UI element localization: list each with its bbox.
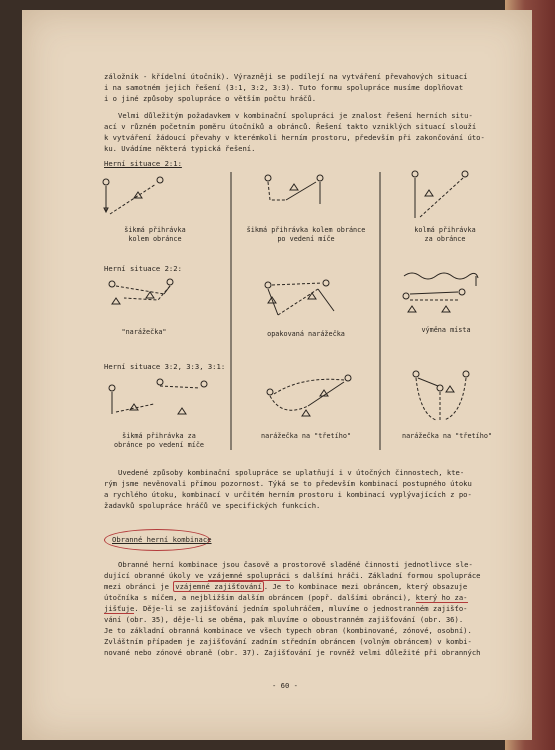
section-heading-3: Herní situace 3:2, 3:3, 3:1: [104,362,226,371]
para4-line-2: dující obranné úkoly ve vzájemné spolupráci s dalšími hráči. Základní formou spolupráce [104,571,481,580]
para3-line-3: a rychlého útoku, kombinací v určitém herním prostoru i kombinací vyplývajících z po- [104,490,472,499]
para4-line-5: jišťuje. Děje-li se zajišťování jedním spoluhráčem, mluvíme o jednostranném zajišťo- [104,604,468,613]
para4-line-7: Je to základní obranná kombinace ve všech typech obran (kombinované, zónové, osobní). [104,626,472,635]
para4-line-3: mezi obránci je vzájemné zajišťování . Je to kombinace mezi obráncem, který obsazuje [104,582,468,591]
para4-line-1: Obranné herní kombinace jsou časově a prostorově sladěné činnosti jednotlivce sle- [118,560,473,569]
caption-r2c1: "narážečka" [121,328,167,336]
caption-r1c3: kolmá přihrávka za obránce [414,226,476,243]
diagram-2-1-pass-after-dribble [258,170,338,220]
para4-line-9: nované nebo zónové obraně (obr. 37). Zajišťování je rovněž velmi důležité při obranných [104,648,481,657]
caption-r3c3: narážečka na "třetího" [401,432,493,440]
red-box-mutual-covering: vzájemné zajišťování [175,582,262,591]
heading-defensive-combinations: Obranné herní kombinace [112,535,212,544]
intro-line-1: záložník - křídelní útočník). Výrazněji se podílejí na vytváření převahových situací [104,72,468,81]
diagram-2-1-diagonal-pass [98,170,208,225]
page-number: - 60 - [272,681,298,690]
diagram-2-2-position-swap [400,270,490,320]
intro-line-2: i na samotném jejich řešení (3:1, 3:2, 3:3). Tuto formu spolupráce musíme doplňovat [104,83,464,92]
caption-r3c1: šikmá přihrávka za obránce po vedení míče [113,432,205,449]
caption-r2c3: výměna místa [421,326,471,334]
para2-line-2: ací v různém početním poměru útočníků a obránců. Řešení takto vzniklých situací slouží [104,122,477,131]
intro-line-3: i o jiné způsoby spolupráce o větším počtu hráčů. [104,94,317,103]
section-heading-2-2: Herní situace 2:2: [104,264,182,273]
diagram-3-diagonal-pass [104,374,224,424]
diagram-2-2-repeated-wall-pass [258,275,348,325]
section-heading-2-1: Herní situace 2:1: [104,159,182,168]
para4-line-8: Zvláštním případem je zajišťování zadním středním obráncem (volným obráncem) v kombi- [104,637,472,646]
red-underline-mutual-cooperation: vzájemné spolupráci [207,571,291,580]
para2-line-3: k vytváření žádoucí převahy v kterémkoli herním prostoru, především při zakončování úto- [104,133,485,142]
para2-line-1: Velmi důležitým požadavkem v kombinační spolupráci je znalost řešení herních situ- [118,111,473,120]
para2-line-4: ku. Uvádíme některá typická řešení. [104,144,256,153]
para3-line-4: žadavků spolupráce hráčů ve specifických funkcích. [104,501,321,510]
diagram-2-1-through-pass [405,168,475,228]
para4-line-4: útočníka s míčem, a nejbližším dalším obráncem (popř. dalšími obránci), který ho za- [104,593,468,602]
caption-r3c2: narážečka na "třetího" [260,432,352,440]
para4-line-6: vání (obr. 35), děje-li se oběma, pak mluvíme o oboustranném zajišťování (obr. 36). [104,615,464,624]
diagram-3-third-man-1 [262,372,362,427]
caption-r1c2: šikmá přihrávka kolem obránce po vedení míče [246,226,366,243]
diagram-2-2-wall-pass [104,276,184,316]
para3-line-2: rým jsme nevěnovali přímou pozornost. Týká se to především kombinací postupného útoku [104,479,472,488]
caption-r2c2: opakovaná narážečka [267,330,345,338]
para3-line-1: Uvedené způsoby kombinační spolupráce se uplatňují i v útočných činnostech, kte- [118,468,465,477]
diagram-3-third-man-2 [406,368,486,428]
caption-r1c1: šikmá přihrávka kolem obránce [124,226,186,243]
